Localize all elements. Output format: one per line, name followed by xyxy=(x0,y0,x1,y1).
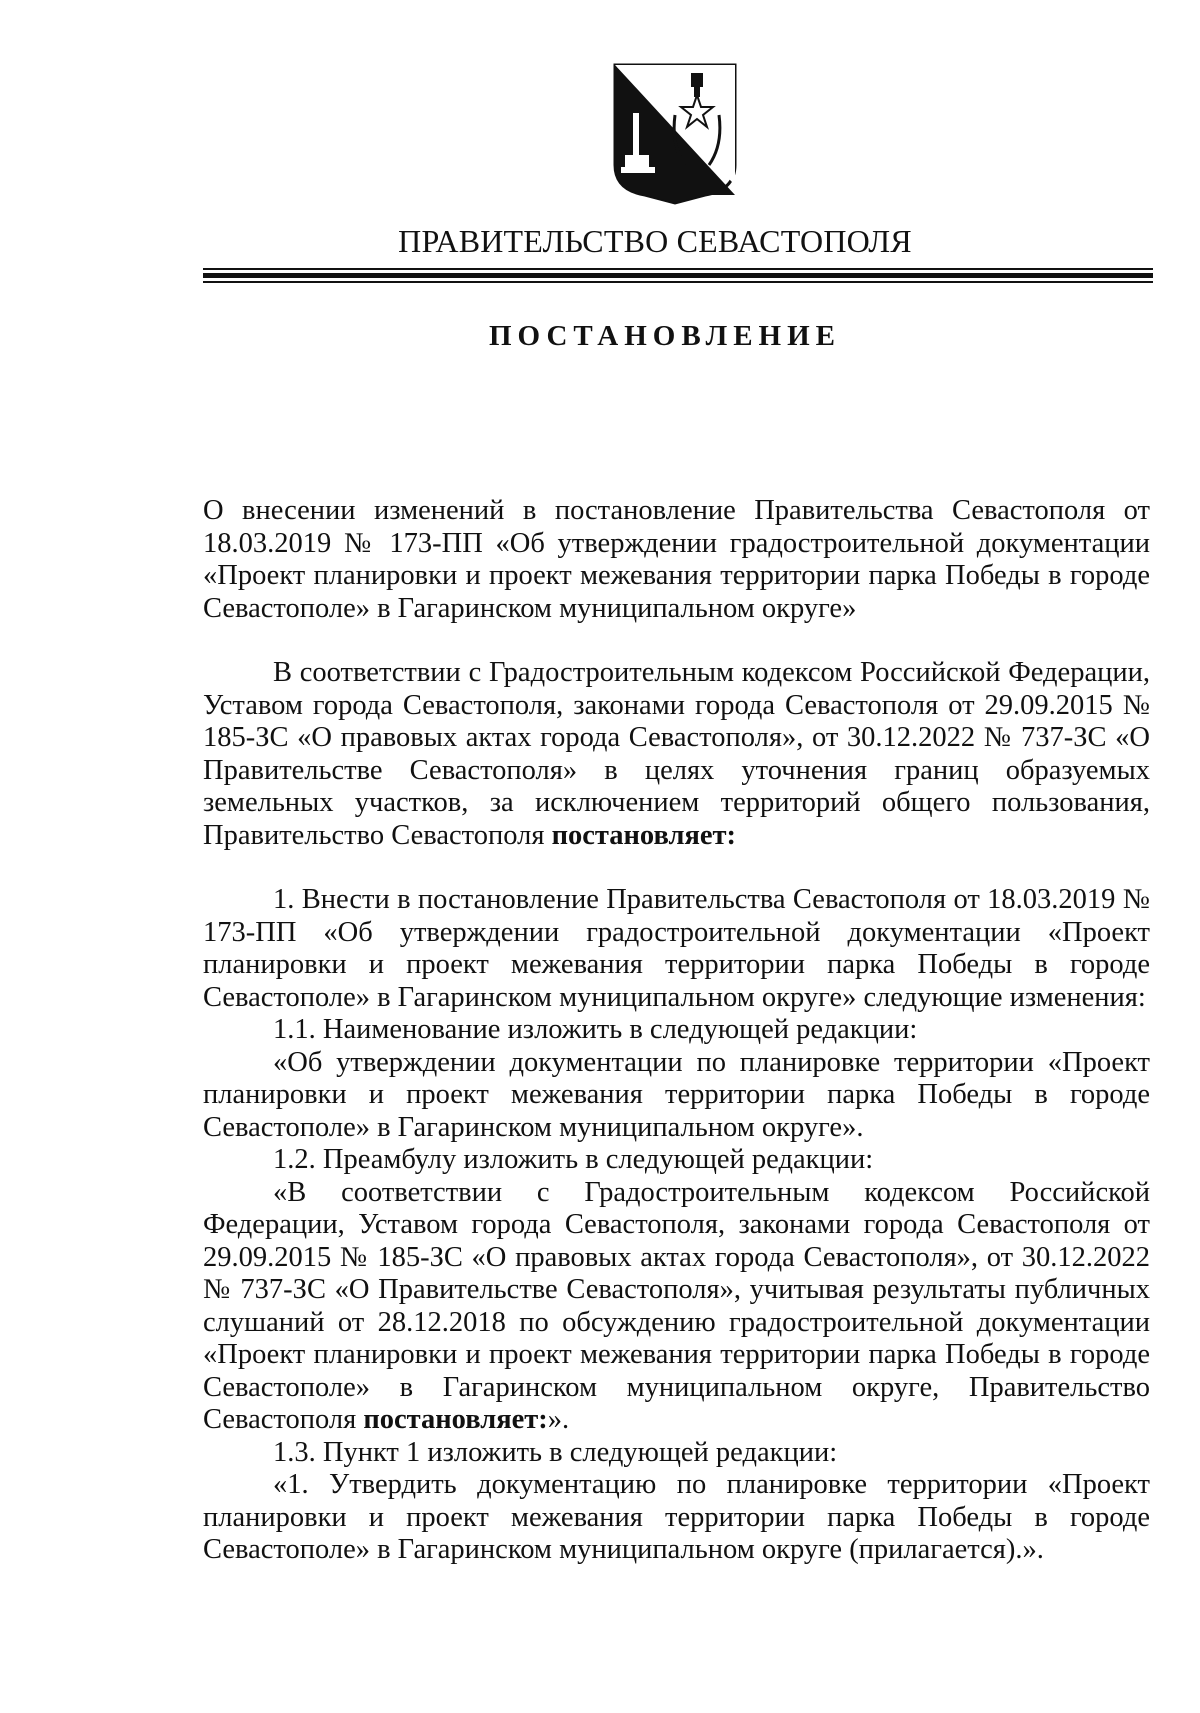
item-1: 1. Внести в постановление Правительства Севастополя от 18.03.2019 № 173-ПП «Об утверждении градостроительной документации «Проект планировки и проект межевания территории парка Победы в городе Севастополе» в Гагаринском муниципальном округе» следующие изменения: xyxy=(203,884,1150,1013)
item-1-2: 1.2. Преамбулу изложить в следующей редакции: xyxy=(273,1144,874,1175)
header-rule-bottom xyxy=(203,281,1153,283)
item-1-3: 1.3. Пункт 1 изложить в следующей редакции: xyxy=(273,1436,838,1468)
preamble xyxy=(203,657,1150,852)
item-1-1: 1.1. Наименование изложить в следующей редакции: xyxy=(273,1014,918,1045)
document-type: ПОСТАНОВЛЕНИЕ xyxy=(488,320,841,352)
coat-of-arms-icon xyxy=(605,55,745,205)
header-rule-top xyxy=(203,268,1153,270)
header-rule-thick xyxy=(203,273,1153,278)
item-1-2-keyword: постановляет: xyxy=(363,1404,548,1435)
item-1-3-text: «1. Утвердить документацию по планировке территории «Проект планировки и проект межевания территории парка Победы в городе Севастополе» в Гагаринском муниципальном округе (прилагается).». xyxy=(203,1469,1150,1565)
spacer xyxy=(203,852,1150,884)
item-1-2-body: «В соответствии с Градостроительным кодексом Российской Федерации, Уставом города Севастополя, законами города Севастополя от 29.09.2015 № 185-ЗС «О правовых актах города Севастополя», от 30.12.2022 № 737-ЗС «О Правительстве Севастополя», учитывая результаты публичных слушаний от 28.12.2018 по обсуждению градостроительной документации «Проект планировки и проект межевания территории парка Победы в городе Севастополе» в Гагаринском муниципальном округе, Правительство Севастополя xyxy=(203,1176,1150,1435)
item-1-2-tail: ». xyxy=(547,1404,570,1435)
decree-title: О внесении изменений в постановление Правительства Севастополя от 18.03.2019 № 173-ПП «Об утверждении градостроительной документации «Проект планировки и проект межевания территории парка Победы в городе Севастополе» в Гагаринском муниципальном округе» xyxy=(203,495,1150,624)
item-1-1-text: «Об утверждении документации по планировке территории «Проект планировки и проект межевания территории парка Победы в городе Севастополе» в Гагаринском муниципальном округе». xyxy=(203,1046,1150,1143)
item-1-2-text xyxy=(203,1177,1150,1437)
spacer xyxy=(203,625,1150,657)
organization-name: ПРАВИТЕЛЬСТВО СЕВАСТОПОЛЯ xyxy=(398,223,912,259)
decree-body xyxy=(203,495,1150,1567)
preamble-keyword: постановляет: xyxy=(551,819,737,851)
preamble-text: В соответствии с Градостроительным кодексом Российской Федерации, Уставом города Севастополя, законами города Севастополя от 29.09.2015 № 185-ЗС «О правовых актах города Севастополя», от 30.12.2022 № 737-ЗС «О Правительстве Севастополя» в целях уточнения границ образуемых земельных участков, за исключением территорий общего пользования, Правительство Севастополя xyxy=(203,657,1150,851)
